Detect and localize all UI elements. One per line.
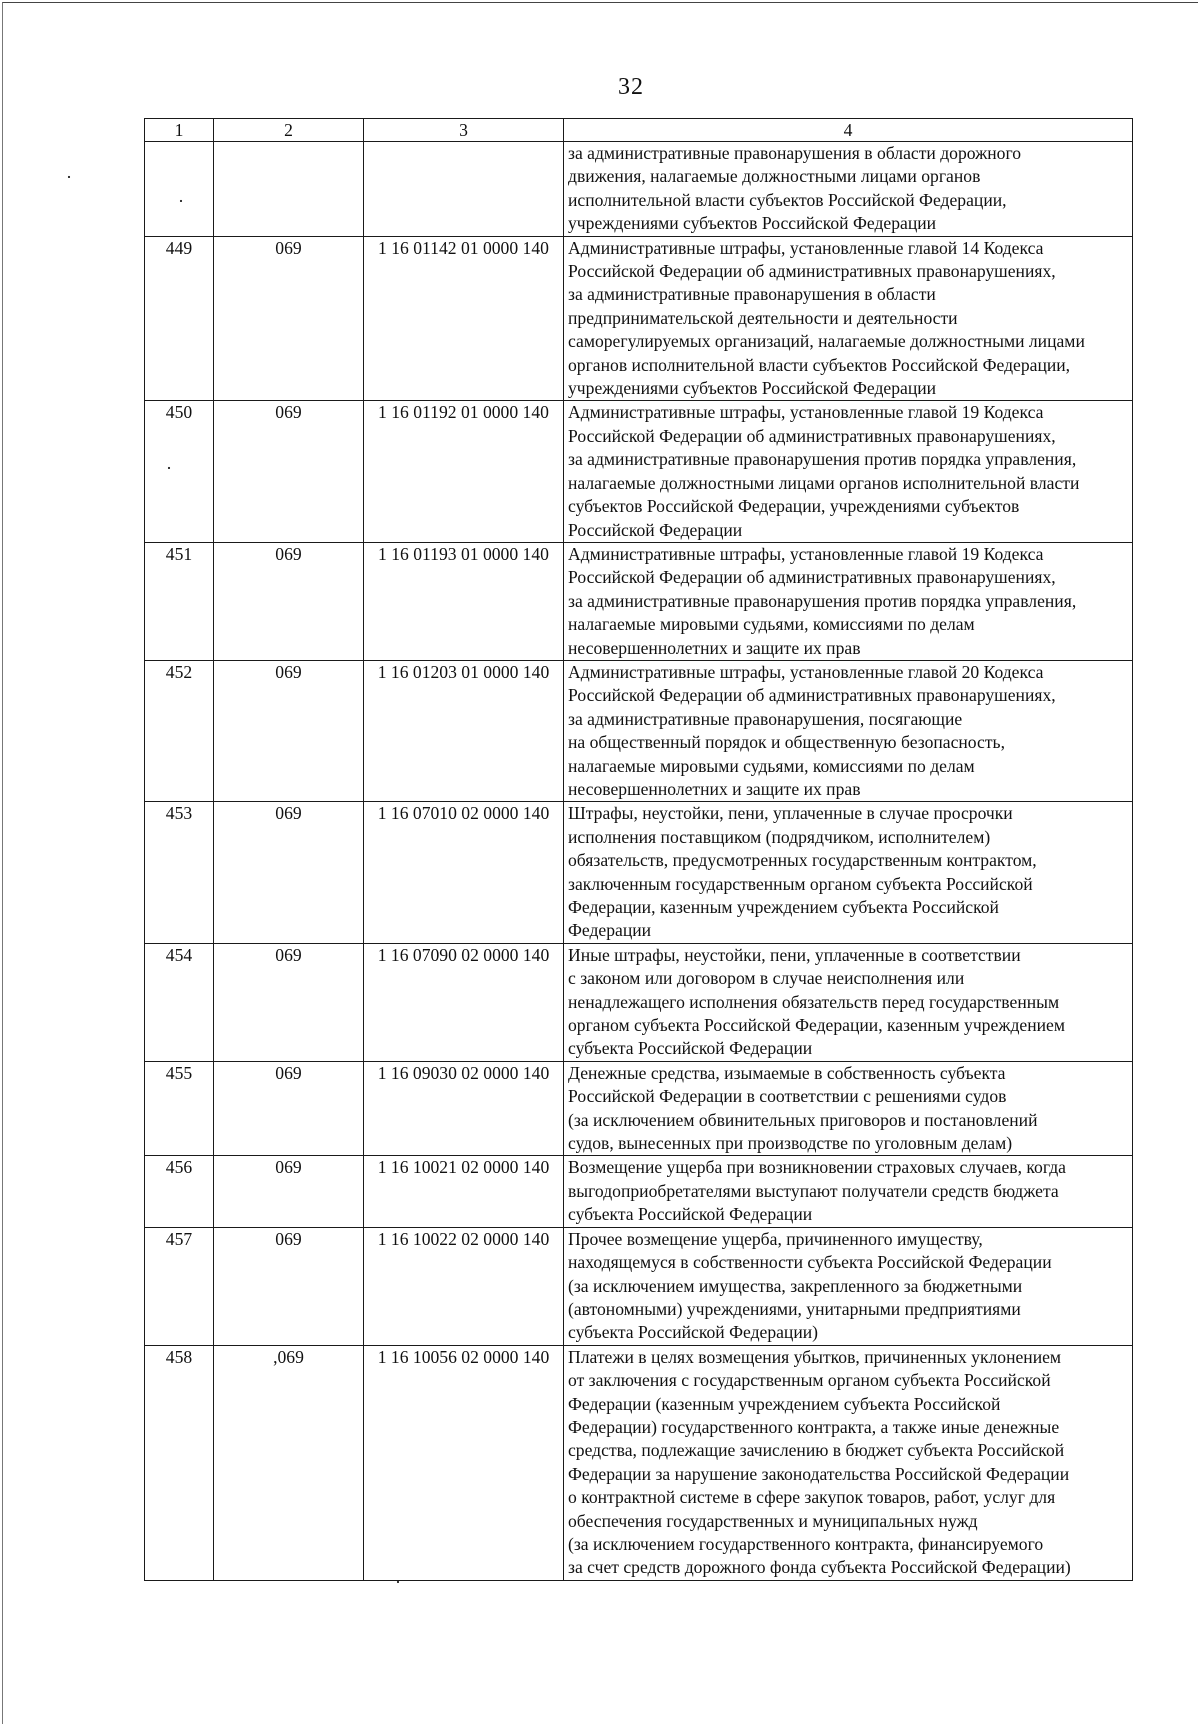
row-number: [145, 142, 214, 237]
description-line: обеспечения государственных и муниципальных нужд: [568, 1510, 978, 1531]
table-row: [145, 1227, 1133, 1345]
revenue-description: [564, 802, 1133, 943]
description-line: несовершеннолетних и защите их прав: [568, 778, 861, 799]
administrator-code: 069: [214, 236, 364, 401]
table-row: [145, 943, 1133, 1061]
description-line: учреждениями субъектов Российской Федерации: [568, 213, 937, 234]
table-row: [145, 142, 1133, 237]
description-line: налагаемые мировыми судьями, комиссиями по делам: [568, 755, 975, 776]
description-line: (за исключением имущества, закрепленного за бюджетными: [568, 1275, 1023, 1296]
description-line: заключенным государственным органом субъекта Российской: [568, 873, 1033, 894]
row-number: 457: [145, 1227, 214, 1345]
description-line: Федерации: [568, 920, 652, 941]
description-line: от заключения с государственным органом субъекта Российской: [568, 1370, 1051, 1391]
table-row: [145, 401, 1133, 542]
revenue-description: [564, 542, 1133, 660]
header-col-4: 4: [564, 119, 1133, 142]
revenue-description: [564, 660, 1133, 801]
row-number: 449: [145, 236, 214, 401]
description-line: субъектов Российской Федерации, учреждениями субъектов: [568, 496, 1020, 517]
description-line: Прочее возмещение ущерба, причиненного имуществу,: [568, 1228, 983, 1249]
revenue-description: [564, 1345, 1133, 1580]
description-line: выгодоприобретателями выступают получатели средств бюджета: [568, 1180, 1059, 1201]
header-col-2: 2: [214, 119, 364, 142]
description-line: Денежные средства, изымаемые в собственность субъекта: [568, 1062, 1006, 1083]
description-line: за административные правонарушения в области дорожного: [568, 143, 1022, 163]
budget-classification-code: 1 16 10022 02 0000 140: [364, 1227, 564, 1345]
header-row: [145, 119, 1133, 142]
table-row: [145, 236, 1133, 401]
scan-speck: ·: [66, 167, 72, 187]
administrator-code: 069: [214, 401, 364, 542]
description-line: налагаемые должностными лицами органов исполнительной власти: [568, 472, 1080, 493]
budget-classification-code: 1 16 01192 01 0000 140: [364, 401, 564, 542]
description-line: налагаемые мировыми судьями, комиссиями по делам: [568, 614, 975, 635]
row-number: 453: [145, 802, 214, 943]
administrator-code: ,069: [214, 1345, 364, 1580]
description-line: органов исполнительной власти субъектов Российской Федерации,: [568, 354, 1071, 375]
description-line: саморегулируемых организаций, налагаемые должностными лицами: [568, 331, 1085, 352]
table-row: [145, 542, 1133, 660]
revenue-description: [564, 1061, 1133, 1156]
administrator-code: 069: [214, 1061, 364, 1156]
administrator-code: 069: [214, 660, 364, 801]
description-line: исполнения поставщиком (подрядчиком, исполнителем): [568, 826, 991, 847]
table-body: [145, 142, 1133, 1581]
description-line: (за исключением государственного контракта, финансируемого: [568, 1533, 1044, 1554]
description-line: с законом или договором в случае неисполнения или: [568, 968, 965, 989]
description-line: находящемуся в собственности субъекта Российской Федерации: [568, 1252, 1052, 1273]
revenue-description: [564, 236, 1133, 401]
description-line: Административные штрафы, установленные главой 19 Кодекса: [568, 402, 1044, 423]
description-line: Федерации, казенным учреждением субъекта Российской: [568, 897, 999, 917]
administrator-code: 069: [214, 802, 364, 943]
description-line: Российской Федерации в соответствии с решениями судов: [568, 1086, 1007, 1107]
row-number: 451: [145, 542, 214, 660]
description-line: Административные штрафы, установленные главой 14 Кодекса: [568, 237, 1044, 258]
description-line: за счет средств дорожного фонда субъекта Российской Федерации): [568, 1557, 1071, 1578]
description-line: Федерации за нарушение законодательства Российской Федерации: [568, 1463, 1070, 1484]
header-col-3: 3: [364, 119, 564, 142]
description-line: Российской Федерации об административных правонарушениях,: [568, 425, 1056, 446]
row-number: 452: [145, 660, 214, 801]
budget-classification-code: 1 16 10021 02 0000 140: [364, 1156, 564, 1227]
description-line: Штрафы, неустойки, пени, уплаченные в случае просрочки: [568, 803, 1013, 824]
description-line: субъекта Российской Федерации: [568, 1038, 813, 1059]
budget-classification-code: 1 16 01203 01 0000 140: [364, 660, 564, 801]
description-line: судов, вынесенных при производстве по уголовным делам): [568, 1133, 1013, 1154]
description-line: Российской Федерации: [568, 519, 743, 540]
budget-classification-code: 1 16 01193 01 0000 140: [364, 542, 564, 660]
administrator-code: 069: [214, 1156, 364, 1227]
description-line: о контрактной системе в сфере закупок товаров, работ, услуг для: [568, 1487, 1056, 1508]
row-number: 458: [145, 1345, 214, 1580]
table-row: [145, 802, 1133, 943]
row-number: 450: [145, 401, 214, 542]
description-line: движения, налагаемые должностными лицами органов: [568, 166, 981, 187]
description-line: Платежи в целях возмещения убытков, причиненных уклонением: [568, 1346, 1062, 1367]
page-number: 32: [618, 74, 644, 100]
description-line: несовершеннолетних и защите их прав: [568, 637, 861, 658]
description-line: обязательств, предусмотренных государственным контрактом,: [568, 850, 1037, 871]
budget-classification-code: 1 16 07010 02 0000 140: [364, 802, 564, 943]
description-line: на общественный порядок и общественную безопасность,: [568, 732, 1005, 753]
description-line: (автономными) учреждениями, унитарными предприятиями: [568, 1298, 1021, 1319]
revenue-codes-table: [144, 118, 1133, 1581]
description-line: Федерации (казенным учреждением субъекта Российской: [568, 1393, 1001, 1414]
revenue-description: [564, 943, 1133, 1061]
description-line: Федерации) государственного контракта, а также иные денежные: [568, 1416, 1060, 1437]
description-line: ненадлежащего исполнения обязательств перед государственным: [568, 991, 1060, 1012]
description-line: за административные правонарушения в области: [568, 284, 936, 305]
budget-classification-code: 1 16 01142 01 0000 140: [364, 236, 564, 401]
table-row: [145, 1156, 1133, 1227]
description-line: органом субъекта Российской Федерации, казенным учреждением: [568, 1015, 1065, 1036]
administrator-code: 069: [214, 1227, 364, 1345]
header-col-1: 1: [145, 119, 214, 142]
description-line: субъекта Российской Федерации: [568, 1204, 813, 1225]
description-line: средства, подлежащие зачислению в бюджет субъекта Российской: [568, 1440, 1065, 1461]
description-line: субъекта Российской Федерации): [568, 1322, 819, 1343]
description-line: Иные штрафы, неустойки, пени, уплаченные в соответствии: [568, 944, 1021, 965]
scan-speck: ·: [166, 458, 172, 478]
description-line: учреждениями субъектов Российской Федерации: [568, 378, 937, 399]
scan-speck: ·: [395, 1572, 401, 1592]
table-row: [145, 1345, 1133, 1580]
description-line: (за исключением обвинительных приговоров и постановлений: [568, 1109, 1038, 1130]
revenue-description: [564, 142, 1133, 237]
table-row: [145, 1061, 1133, 1156]
budget-classification-code: 1 16 09030 02 0000 140: [364, 1061, 564, 1156]
description-line: Возмещение ущерба при возникновении страховых случаев, когда: [568, 1157, 1066, 1178]
row-number: 455: [145, 1061, 214, 1156]
budget-classification-code: 1 16 10056 02 0000 140: [364, 1345, 564, 1580]
description-line: предпринимательской деятельности и деятельности: [568, 307, 958, 328]
description-line: Российской Федерации об административных правонарушениях,: [568, 261, 1056, 282]
description-line: Административные штрафы, установленные главой 19 Кодекса: [568, 543, 1044, 564]
row-number: 456: [145, 1156, 214, 1227]
budget-classification-code: [364, 142, 564, 237]
row-number: 454: [145, 943, 214, 1061]
description-line: за административные правонарушения против порядка управления,: [568, 590, 1077, 611]
scan-speck: ·: [178, 191, 184, 211]
table-row: [145, 660, 1133, 801]
description-line: за административные правонарушения, посягающие: [568, 708, 963, 729]
revenue-description: [564, 401, 1133, 542]
description-line: Российской Федерации об административных правонарушениях,: [568, 567, 1056, 588]
administrator-code: 069: [214, 943, 364, 1061]
description-line: исполнительной власти субъектов Российской Федерации,: [568, 189, 1007, 210]
description-line: за административные правонарушения против порядка управления,: [568, 449, 1077, 470]
revenue-description: [564, 1227, 1133, 1345]
budget-classification-code: 1 16 07090 02 0000 140: [364, 943, 564, 1061]
administrator-code: [214, 142, 364, 237]
administrator-code: 069: [214, 542, 364, 660]
description-line: Административные штрафы, установленные главой 20 Кодекса: [568, 661, 1044, 682]
description-line: Российской Федерации об административных правонарушениях,: [568, 685, 1056, 706]
revenue-description: [564, 1156, 1133, 1227]
